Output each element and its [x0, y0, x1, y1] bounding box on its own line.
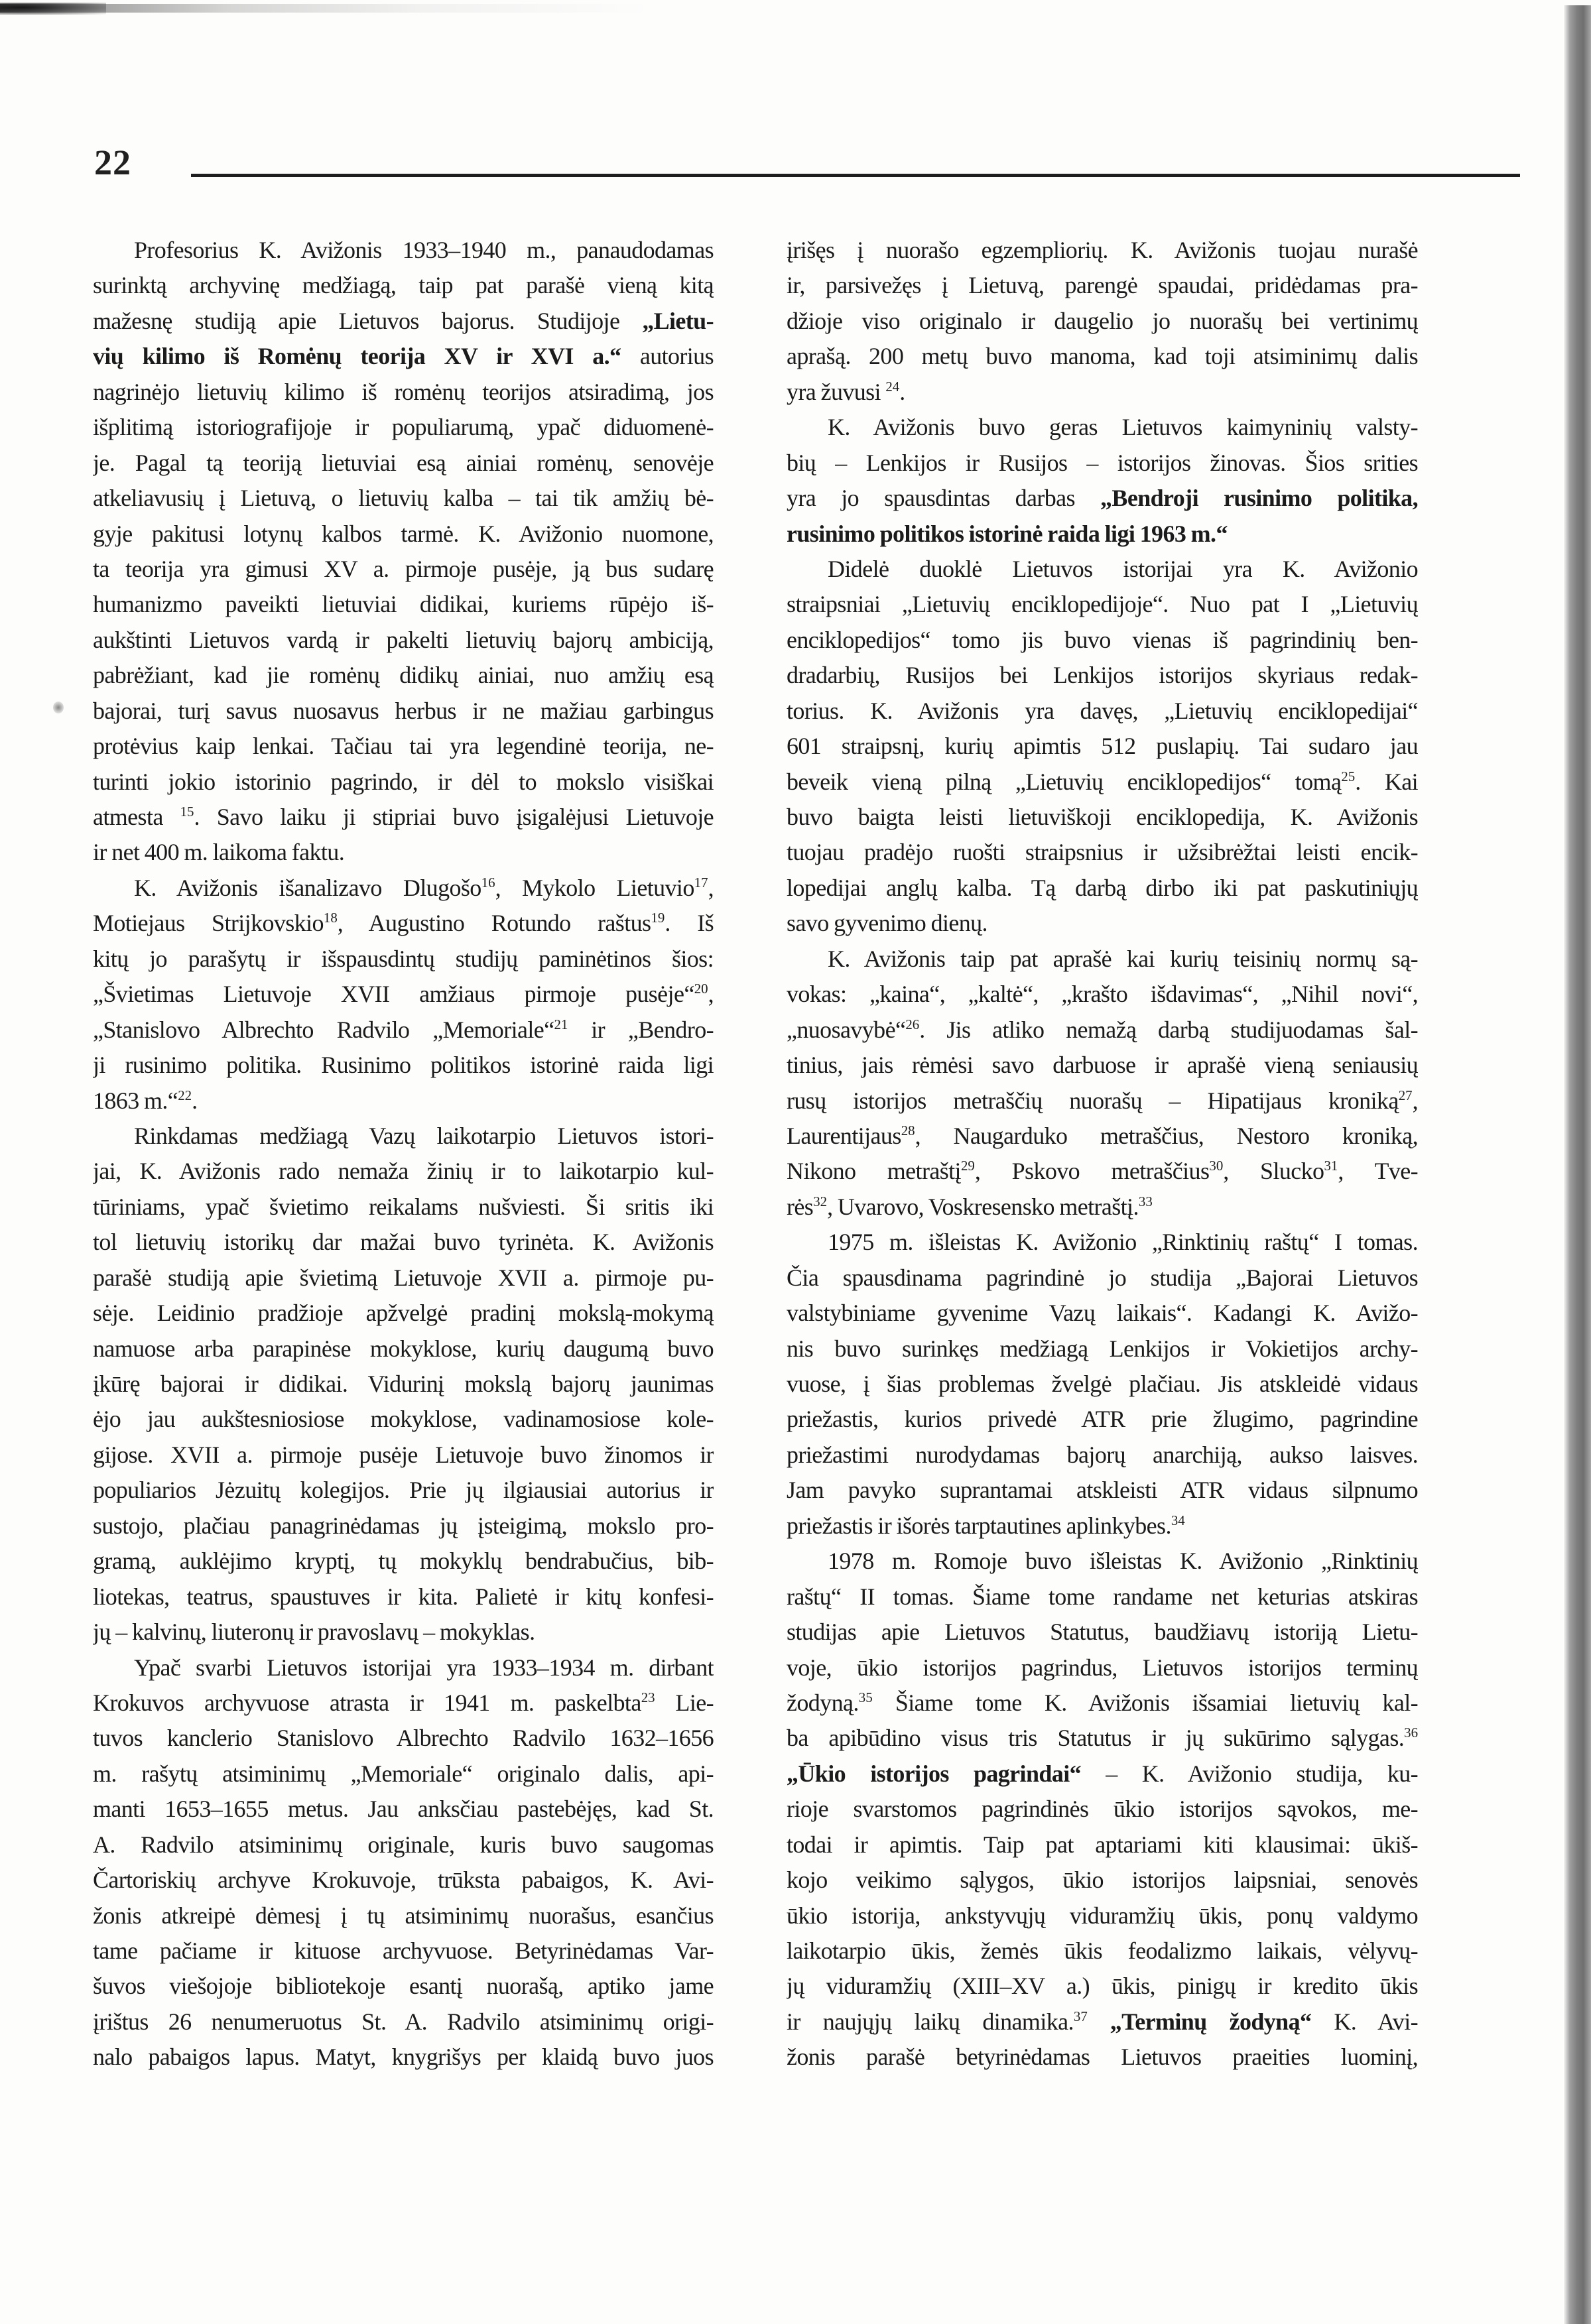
- text-segment: ta teorija yra gimusi XV a. pirmoje pusėje, ją bus sudarę: [93, 555, 714, 582]
- text-line: [787, 874, 1418, 909]
- bold-text-segment: „Lietu-: [642, 307, 714, 334]
- text-line: [93, 1051, 714, 1086]
- footnote-reference: 35: [858, 1689, 873, 1705]
- text-line: [93, 945, 714, 980]
- text-segment: rusų istorijos metraščių nuorašų – Hipatijaus kroniką: [787, 1087, 1399, 1114]
- column-left-lines: [93, 236, 714, 2079]
- text-segment: ir „Bendro-: [568, 1016, 714, 1043]
- text-segment: kitų jo parašytų ir išspausdintų studijų paminėtinos šios:: [93, 945, 714, 972]
- footnote-reference: 18: [323, 910, 338, 926]
- text-line: [787, 449, 1418, 484]
- text-segment: todai ir apimtis. Taip pat aptariami kiti klausimai: ūkiš-: [787, 1831, 1418, 1858]
- text-line: [93, 1193, 714, 1228]
- text-line: [787, 342, 1418, 377]
- text-line: [93, 803, 714, 838]
- text-line: [787, 697, 1418, 732]
- text-segment: K. Avižonis taip pat aprašė kai kurių teisinių normų są-: [828, 945, 1418, 972]
- text-line: [787, 1831, 1418, 1866]
- text-segment: aprašą. 200 metų buvo manoma, kad toji atsiminimų dalis: [787, 343, 1418, 370]
- text-segment: autorius: [621, 343, 714, 370]
- footnote-reference: 37: [1073, 2008, 1088, 2024]
- text-segment: nagrinėjo lietuvių kilimo iš romėnų teorijos atsiradimą, jos: [93, 378, 714, 405]
- footnote-reference: 27: [1398, 1087, 1413, 1103]
- text-line: [787, 590, 1418, 625]
- text-line: [787, 945, 1418, 980]
- text-line: [787, 1547, 1418, 1582]
- text-segment: kojo veikimo sąlygos, ūkio istorijos laipsniai, senovės: [787, 1866, 1418, 1894]
- text-segment: rės: [787, 1193, 814, 1220]
- text-line: [787, 236, 1418, 271]
- text-line: [787, 520, 1418, 555]
- bold-text-segment: vių kilimo iš Romėnų teorija XV ir XVI a.“: [93, 343, 621, 370]
- text-segment: torius. K. Avižonis yra davęs, „Lietuvių enciklopedijai“: [787, 697, 1418, 724]
- text-segment: . Iš: [665, 910, 714, 937]
- text-segment: nis buvo surinkęs medžiagą Lenkijos ir Vokietijos archy-: [787, 1335, 1418, 1362]
- header-rule: [191, 174, 1520, 177]
- text-segment: beveik vieną pilną „Lietuvių enciklopedijos“ tomą: [787, 768, 1342, 795]
- text-segment: m. rašytų atsiminimų „Memoriale“ originalo dalis, api-: [93, 1760, 714, 1787]
- text-line: [93, 1972, 714, 2007]
- text-segment: žonis atkreipė dėmesį į tų atsiminimų nuorašus, esančius: [93, 1902, 714, 1929]
- text-segment: liotekas, teatrus, spaustuves ir kita. Palietė ir kitų konfesi-: [93, 1583, 714, 1610]
- text-segment: priežastis ir išorės tarptautines aplinkybes.: [787, 1512, 1171, 1539]
- text-segment: tuojau pradėjo ruošti straipsnius ir užsibrėžtai leisti encik-: [787, 839, 1418, 866]
- text-segment: K. Avižonis išanalizavo Dlugošo: [134, 874, 481, 901]
- text-segment: bajorai, turį savus nuosavus herbus ir ne mažiau garbingus: [93, 697, 714, 724]
- text-segment: „Švietimas Lietuvoje XVII amžiaus pirmoje pusėje“: [93, 981, 694, 1008]
- footnote-reference: 21: [554, 1016, 568, 1032]
- text-segment: Čartoriskių archyve Krokuvoje, trūksta pabaigos, K. Avi-: [93, 1866, 714, 1894]
- text-segment: priežastimi nurodydamas bajorų anarchiją, aukso laisves.: [787, 1441, 1418, 1468]
- text-line: [787, 2043, 1418, 2078]
- text-segment: K. Avižonis buvo geras Lietuvos kaimyninių valsty-: [828, 414, 1418, 441]
- text-line: [93, 838, 714, 873]
- text-segment: , Pskovo metraščius: [974, 1158, 1210, 1185]
- text-line: [787, 626, 1418, 661]
- text-segment: ėjo jau aukštesniosiose mokyklose, vadinamosiose kole-: [93, 1406, 714, 1433]
- footnote-reference: 33: [1138, 1193, 1153, 1209]
- text-line: [93, 1902, 714, 1937]
- text-segment: žonis parašė betyrinėdamas Lietuvos praeities luominį,: [787, 2044, 1418, 2071]
- text-line: [787, 768, 1418, 803]
- text-line: [93, 1405, 714, 1440]
- text-line: [787, 1654, 1418, 1689]
- text-line: [93, 1122, 714, 1157]
- text-segment: gijose. XVII a. pirmoje pusėje Lietuvoje buvo žinomos ir: [93, 1441, 714, 1468]
- footnote-reference: 23: [641, 1689, 655, 1705]
- text-segment: populiarios Jėzuitų kolegijos. Prie jų ilgiausiai autorius ir: [93, 1477, 714, 1504]
- text-segment: jų – kalvinų, liuteronų ir pravoslavų – mokyklas.: [93, 1619, 535, 1646]
- text-segment: gramą, auklėjimo kryptį, tų mokyklų bendrabučius, bib-: [93, 1548, 714, 1575]
- text-segment: „Stanislovo Albrechto Radvilo „Memoriale“: [93, 1016, 554, 1043]
- text-segment: ,: [708, 874, 714, 901]
- text-line: [787, 1795, 1418, 1830]
- text-line: [787, 1087, 1418, 1122]
- text-segment: ,: [1412, 1087, 1418, 1114]
- text-line: [93, 1583, 714, 1618]
- text-segment: gyje pakitusi lotynų kalbos tarmė. K. Avižonio nuomone,: [93, 520, 714, 547]
- text-segment: Ypač svarbi Lietuvos istorijai yra 1933–1934 m. dirbant: [134, 1654, 714, 1681]
- text-segment: Čia spausdinama pagrindinė jo studija „Bajorai Lietuvos: [787, 1264, 1418, 1291]
- text-line: [787, 1264, 1418, 1299]
- text-line: [93, 768, 714, 803]
- text-segment: surinktą archyvinę medžiagą, taip pat parašė vieną kitą: [93, 272, 714, 299]
- footnote-reference: 20: [694, 981, 708, 997]
- text-segment: lopedijai anglų kalba. Tą darbą dirbo iki pat paskutiniųjų: [787, 874, 1418, 901]
- text-line: [93, 271, 714, 306]
- text-segment: A. Radvilo atsiminimų originale, kuris buvo saugomas: [93, 1831, 714, 1858]
- text-segment: tol lietuvių istorikų dar mažai buvo tyrinėta. K. Avižonis: [93, 1229, 714, 1256]
- footnote-reference: 26: [905, 1016, 920, 1032]
- text-line: [93, 1299, 714, 1334]
- text-line: [93, 1654, 714, 1689]
- text-segment: rioje svarstomos pagrindinės ūkio istorijos sąvokos, me-: [787, 1796, 1418, 1823]
- text-segment: dradarbių, Rusijos bei Lenkijos istorijos skyriaus redak-: [787, 662, 1418, 689]
- text-segment: [1088, 2008, 1110, 2035]
- text-segment: vokas: „kaina“, „kaltė“, „krašto išdavimas“, „Nihil novi“,: [787, 981, 1418, 1008]
- text-line: [787, 1405, 1418, 1440]
- text-segment: Rinkdamas medžiagą Vazų laikotarpio Lietuvos istori-: [134, 1122, 714, 1149]
- text-segment: įrištus 26 nenumeruotus St. A. Radvilo atsiminimų origi-: [93, 2008, 714, 2035]
- text-segment: .: [899, 378, 905, 405]
- text-line: [93, 1335, 714, 1370]
- text-segment: bių – Lenkijos ir Rusijos – istorijos žinovas. Šios srities: [787, 449, 1418, 476]
- footnote-reference: 17: [694, 874, 708, 890]
- text-line: [787, 1972, 1418, 2007]
- footnote-reference: 19: [651, 910, 665, 926]
- text-line: [787, 1724, 1418, 1759]
- text-segment: , Slucko: [1223, 1158, 1324, 1185]
- scan-speck-artifact: [53, 702, 64, 713]
- text-line: [93, 1157, 714, 1192]
- text-line: [787, 1476, 1418, 1511]
- text-segment: atkeliavusių į Lietuvą, o lietuvių kalba – tai tik amžių bė-: [93, 485, 714, 512]
- text-segment: Laurentijaus: [787, 1122, 901, 1149]
- text-segment: 601 straipsnį, kurių apimtis 512 puslapių. Tai sudaro jau: [787, 733, 1418, 760]
- text-segment: įrišęs į nuorašo egzempliorių. K. Avižonis tuojau nurašė: [787, 237, 1418, 263]
- text-segment: Krokuvos archyvuose atrasta ir 1941 m. paskelbta: [93, 1689, 641, 1716]
- text-line: [787, 307, 1418, 342]
- text-segment: , Mykolo Lietuvio: [495, 874, 694, 901]
- text-segment: įkūrę bajorai ir didikai. Vidurinį mokslą bajorų jaunimas: [93, 1371, 714, 1397]
- text-segment: raštų“ II tomas. Šiame tome randame net keturias atskiras: [787, 1583, 1418, 1610]
- text-line: [93, 307, 714, 342]
- text-segment: jų viduramžių (XIII–XV a.) ūkis, pinigų ir kredito ūkis: [787, 1973, 1418, 2000]
- text-line: [787, 732, 1418, 767]
- text-line: [787, 555, 1418, 590]
- text-segment: ūkio istorija, ankstyvųjų viduramžių ūkis, ponų valdymo: [787, 1902, 1418, 1929]
- text-segment: nalo pabaigos lapus. Matyt, knygrišys per klaidą buvo juos: [93, 2044, 714, 2071]
- text-segment: atmesta: [93, 804, 180, 830]
- text-line: [93, 342, 714, 377]
- footnote-reference: 22: [178, 1087, 192, 1103]
- text-line: [787, 1441, 1418, 1476]
- text-segment: jai, K. Avižonis rado nemaža žinių ir to laikotarpio kul-: [93, 1158, 714, 1185]
- text-line: [787, 378, 1418, 413]
- footnote-reference: 15: [180, 804, 194, 820]
- text-line: [787, 803, 1418, 838]
- text-segment: humanizmo paveikti lietuviai didikai, kuriems rūpėjo iš-: [93, 591, 714, 618]
- text-line: [93, 1618, 714, 1653]
- text-line: [93, 1370, 714, 1405]
- text-segment: , Augustino Rotundo raštus: [337, 910, 651, 937]
- text-line: [93, 1831, 714, 1866]
- text-line: [787, 1689, 1418, 1724]
- footnote-reference: 34: [1171, 1512, 1185, 1528]
- text-segment: priežastis, kurios privedė ATR prie žlugimo, pagrindine: [787, 1406, 1418, 1433]
- text-line: [93, 1760, 714, 1795]
- text-line: [93, 484, 714, 519]
- scan-edge-band-artifact: [1564, 5, 1591, 2324]
- text-line: [787, 1866, 1418, 1901]
- text-line: [787, 1937, 1418, 1972]
- text-line: [93, 520, 714, 555]
- text-segment: . Savo laiku ji stipriai buvo įsigalėjusi Lietuvoje: [194, 804, 714, 830]
- text-line: [93, 1866, 714, 1901]
- text-segment: ,: [708, 981, 714, 1008]
- text-line: [787, 980, 1418, 1015]
- text-segment: , Uvarovo, Voskresensko metraštį.: [827, 1193, 1139, 1220]
- text-line: [93, 449, 714, 484]
- text-line: [787, 1902, 1418, 1937]
- text-line: [787, 1228, 1418, 1263]
- text-line: [93, 732, 714, 767]
- text-line: [93, 909, 714, 944]
- text-segment: „nuosavybė“: [787, 1016, 906, 1043]
- footnote-reference: 36: [1404, 1725, 1418, 1741]
- text-line: [93, 1441, 714, 1476]
- text-segment: . Jis atliko nemažą darbą studijuodamas šal-: [919, 1016, 1418, 1043]
- text-segment: ji rusinimo politika. Rusinimo politikos istorinė raida ligi: [93, 1052, 714, 1079]
- text-line: [787, 1335, 1418, 1370]
- text-line: [93, 555, 714, 590]
- text-line: [93, 590, 714, 625]
- text-line: [787, 413, 1418, 448]
- text-segment: ir, parsivežęs į Lietuvą, parengė spaudai, pridėdamas pra-: [787, 272, 1418, 299]
- text-line: [787, 1583, 1418, 1618]
- text-segment: savo gyvenimo dienų.: [787, 910, 987, 937]
- text-line: [93, 697, 714, 732]
- text-line: [93, 1264, 714, 1299]
- text-line: [93, 1016, 714, 1051]
- text-line: [93, 661, 714, 696]
- text-segment: ir naujųjų laikų dinamika.: [787, 2008, 1074, 2035]
- footnote-reference: 24: [885, 378, 900, 395]
- text-segment: manti 1653–1655 metus. Jau anksčiau pastebėjęs, kad St.: [93, 1796, 714, 1823]
- text-line: [93, 1087, 714, 1122]
- text-segment: Profesorius K. Avižonis 1933–1940 m., panaudodamas: [134, 237, 714, 263]
- text-segment: Šiame tome K. Avižonis išsamiai lietuvių kal-: [872, 1689, 1418, 1716]
- text-line: [93, 626, 714, 661]
- text-segment: , Tve-: [1338, 1158, 1418, 1185]
- text-segment: tūriniams, ypač švietimo reikalams nušviesti. Ši sritis iki: [93, 1193, 714, 1220]
- text-line: [93, 413, 714, 448]
- text-segment: straipsniai „Lietuvių enciklopedijoje“. Nuo pat I „Lietuvių: [787, 591, 1418, 618]
- text-segment: yra žuvusi: [787, 378, 886, 405]
- text-segment: . Kai: [1355, 768, 1418, 795]
- text-line: [787, 1760, 1418, 1795]
- bold-text-segment: „Ūkio istorijos pagrindai“: [787, 1760, 1082, 1787]
- text-line: [787, 1051, 1418, 1086]
- text-segment: Jam pavyko suprantamai atskleisti ATR vidaus silpnumo: [787, 1477, 1418, 1504]
- scan-corner-blob-artifact: [0, 3, 106, 15]
- text-line: [93, 1689, 714, 1724]
- text-segment: K. Avi-: [1311, 2008, 1418, 2035]
- text-segment: Nikono metraštį: [787, 1158, 961, 1185]
- bold-text-segment: rusinimo politikos istorinė raida ligi 1963 m.“: [787, 520, 1228, 547]
- text-segment: protėvius kaip lenkai. Tačiau tai yra legendinė teorija, ne-: [93, 733, 714, 760]
- column-right-lines: [787, 236, 1418, 2079]
- text-line: [93, 236, 714, 271]
- footnote-reference: 31: [1324, 1158, 1338, 1174]
- text-segment: šuvos viešojoje bibliotekoje esantį nuorašą, aptiko jame: [93, 1973, 714, 2000]
- text-line: [93, 378, 714, 413]
- text-line: [93, 874, 714, 909]
- footnote-reference: 25: [1341, 768, 1356, 784]
- page-number: 22: [94, 143, 131, 182]
- text-line: [787, 838, 1418, 873]
- footnote-reference: 16: [481, 874, 495, 890]
- text-segment: valstybiniame gyvenime Vazų laikais“. Kadangi K. Avižo-: [787, 1300, 1418, 1327]
- text-segment: aukštinti Lietuvos vardą ir pakelti lietuvių bajorų ambiciją,: [93, 626, 714, 653]
- text-segment: buvo baigta leisti lietuviškoji enciklopedija, K. Avižonis: [787, 804, 1418, 830]
- text-segment: tame pačiame ir kituose archyvuose. Betyrinėdamas Var-: [93, 1937, 714, 1964]
- text-line: [787, 271, 1418, 306]
- text-line: [93, 1512, 714, 1547]
- footnote-reference: 30: [1209, 1158, 1224, 1174]
- text-segment: vuose, į šias problemas žvelgė plačiau. Jis atskleidė vidaus: [787, 1371, 1418, 1397]
- text-line: [93, 1476, 714, 1511]
- text-line: [787, 1618, 1418, 1653]
- text-segment: voje, ūkio istorijos pagrindus, Lietuvos istorijos terminų: [787, 1654, 1418, 1681]
- text-segment: sėje. Leidinio pradžioje apžvelgė pradinį mokslą-mokymą: [93, 1300, 714, 1327]
- text-segment: turinti jokio istorinio pagrindo, ir dėl to mokslo visiškai: [93, 768, 714, 795]
- text-segment: mažesnę studiją apie Lietuvos bajorus. Studijoje: [93, 307, 643, 334]
- text-line: [93, 1724, 714, 1759]
- text-line: [787, 1193, 1418, 1228]
- text-line: [787, 1016, 1418, 1051]
- footnote-reference: 29: [960, 1158, 975, 1174]
- text-line: [93, 1937, 714, 1972]
- text-segment: sustojo, plačiau panagrinėdamas jų įsteigimą, mokslo pro-: [93, 1512, 714, 1539]
- text-line: [787, 2008, 1418, 2043]
- text-segment: Motiejaus Strijkovskio: [93, 910, 324, 937]
- text-line: [787, 1299, 1418, 1334]
- bold-text-segment: „Terminų žodyną“: [1110, 2008, 1312, 2035]
- text-line: [93, 980, 714, 1015]
- text-segment: parašė studiją apie švietimą Lietuvoje XVII a. pirmoje pu-: [93, 1264, 714, 1291]
- text-segment: pabrėžiant, kad jie romėnų didikų ainiai, nuo amžių esą: [93, 662, 714, 689]
- text-segment: enciklopedijos“ tomo jis buvo vienas iš pagrindinių ben-: [787, 626, 1418, 653]
- text-segment: išplitimą istoriografijoje ir populiarumą, ypač diduomenė-: [93, 414, 714, 441]
- text-segment: ir net 400 m. laikoma faktu.: [93, 839, 345, 866]
- text-segment: je. Pagal tą teoriją lietuviai esą ainiai romėnų, senovėje: [93, 449, 714, 476]
- text-line: [787, 1122, 1418, 1157]
- text-line: [787, 909, 1418, 944]
- text-line: [787, 661, 1418, 696]
- text-line: [93, 1228, 714, 1263]
- text-segment: žodyną.: [787, 1689, 859, 1716]
- footnote-reference: 28: [901, 1122, 915, 1138]
- text-segment: džioje viso originalo ir daugelio jo nuorašų bei vertinimų: [787, 307, 1418, 334]
- text-line: [787, 1512, 1418, 1547]
- text-line: [787, 484, 1418, 519]
- text-line: [787, 1157, 1418, 1192]
- text-segment: , Naugarduko metraščius, Nestoro kroniką,: [915, 1122, 1418, 1149]
- text-segment: 1975 m. išleistas K. Avižonio „Rinktinių raštų“ I tomas.: [828, 1229, 1418, 1256]
- text-segment: studijas apie Lietuvos Statutus, baudžiavų istoriją Lietu-: [787, 1619, 1418, 1646]
- text-line: [93, 2043, 714, 2078]
- text-segment: tuvos kanclerio Stanislovo Albrechto Radvilo 1632–1656: [93, 1725, 714, 1752]
- text-line: [93, 1547, 714, 1582]
- text-line: [93, 1795, 714, 1830]
- text-segment: Didelė duoklė Lietuvos istorijai yra K. Avižonio: [828, 555, 1418, 582]
- footnote-reference: 32: [813, 1193, 828, 1209]
- text-segment: 1978 m. Romoje buvo išleistas K. Avižonio „Rinktinių: [828, 1548, 1418, 1575]
- text-segment: .: [192, 1087, 198, 1114]
- text-segment: Lie-: [655, 1689, 714, 1716]
- text-line: [787, 1370, 1418, 1405]
- text-segment: namuose arba parapinėse mokyklose, kurių daugumą buvo: [93, 1335, 714, 1362]
- text-segment: tinius, jais rėmėsi savo darbuose ir aprašė vieną seniausių: [787, 1052, 1418, 1079]
- text-segment: laikotarpio ūkis, žemės ūkis feodalizmo laikais, vėlyvų-: [787, 1937, 1418, 1964]
- text-segment: ba apibūdino visus tris Statutus ir jų sukūrimo sąlygas.: [787, 1725, 1405, 1752]
- text-segment: yra jo spausdintas darbas: [787, 485, 1101, 512]
- text-line: [93, 2008, 714, 2043]
- bold-text-segment: „Bendroji rusinimo politika,: [1100, 485, 1418, 512]
- text-segment: 1863 m.“: [93, 1087, 178, 1114]
- text-segment: – K. Avižonio studija, ku-: [1081, 1760, 1418, 1787]
